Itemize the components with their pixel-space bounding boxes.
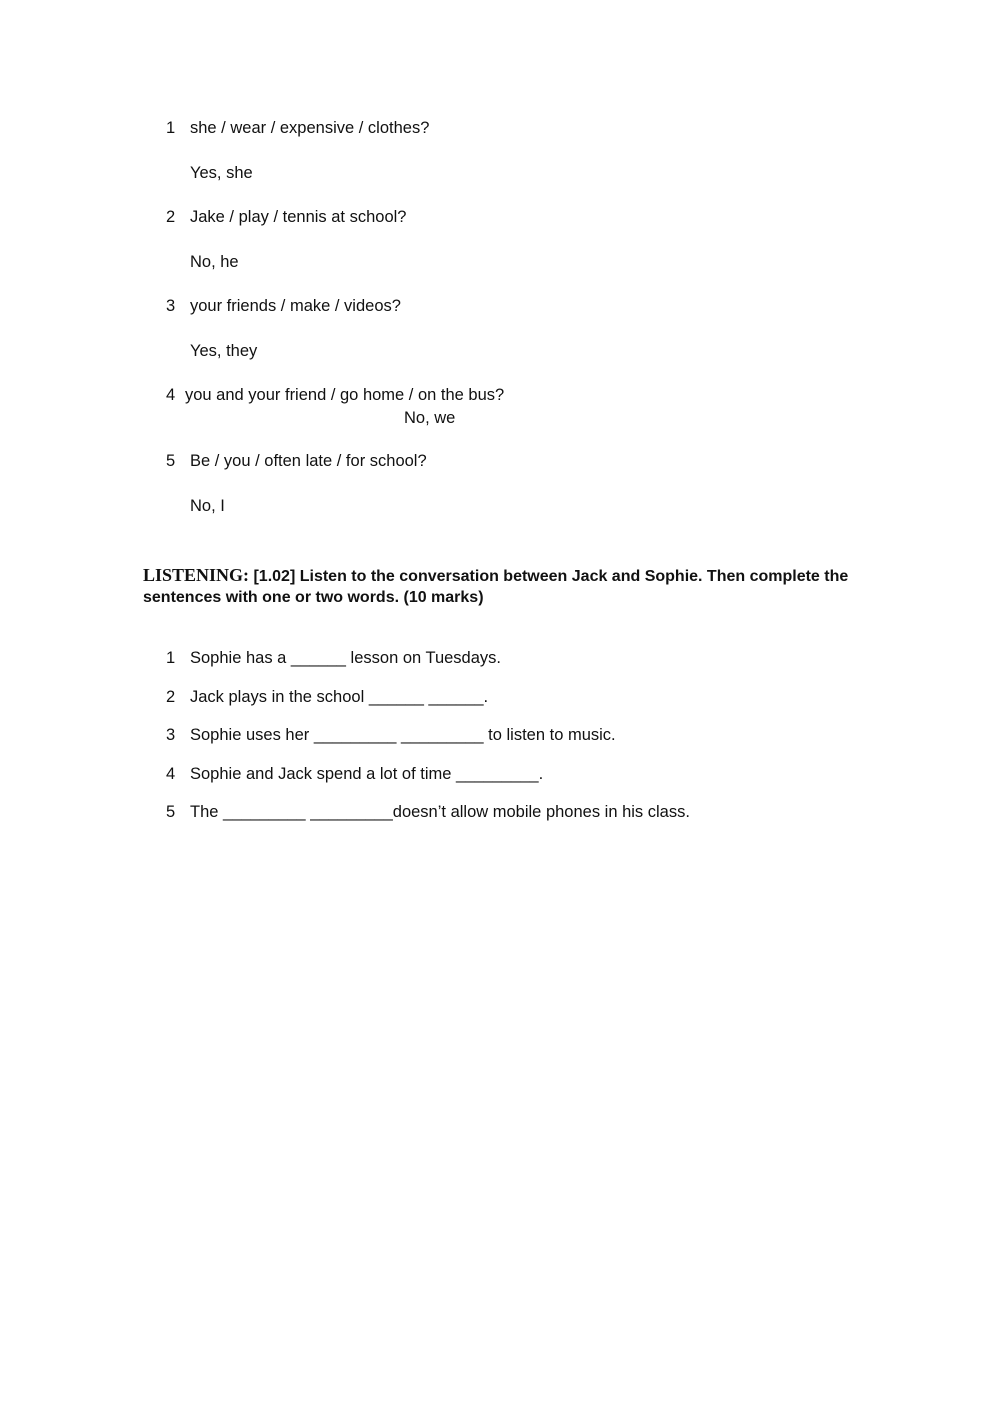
listening-item-text: Sophie uses her _________ _________ to listen to music.	[190, 726, 616, 744]
question-prompt: Jake / play / tennis at school?	[190, 208, 407, 226]
answer-starter: No, we	[404, 409, 456, 427]
question-number: 1	[166, 119, 176, 137]
listening-instruction: [1.02] Listen to the conversation between Jack and Sophie. Then complete the sentences with one or two words. (10 marks)	[143, 568, 849, 606]
listening-heading	[143, 565, 863, 608]
listening-item-number: 5	[166, 803, 176, 821]
answer-starter: No, he	[190, 253, 239, 271]
listening-item-text: Sophie has a ______ lesson on Tuesdays.	[190, 649, 501, 667]
question-prompt: you and your friend / go home / on the bus?	[185, 386, 505, 404]
answer-starter: No, I	[190, 497, 225, 515]
answer-starter: Yes, she	[190, 164, 253, 182]
listening-item-number: 4	[166, 765, 176, 783]
listening-item-number: 2	[166, 688, 176, 706]
listening-label: LISTENING:	[143, 565, 250, 585]
listening-item-text: Jack plays in the school ______ ______.	[190, 688, 489, 706]
listening-item-text: Sophie and Jack spend a lot of time _________.	[190, 765, 544, 783]
listening-item-number: 1	[166, 649, 176, 667]
listening-item-text: The _________ _________doesn’t allow mobile phones in his class.	[190, 803, 690, 821]
question-number: 3	[166, 297, 176, 315]
question-number: 5	[166, 452, 176, 470]
question-number: 2	[166, 208, 176, 226]
answer-starter: Yes, they	[190, 342, 258, 360]
question-prompt: your friends / make / videos?	[190, 297, 401, 315]
question-number: 4	[166, 386, 176, 404]
question-prompt: she / wear / expensive / clothes?	[190, 119, 430, 137]
question-prompt: Be / you / often late / for school?	[190, 452, 427, 470]
listening-item-number: 3	[166, 726, 176, 744]
